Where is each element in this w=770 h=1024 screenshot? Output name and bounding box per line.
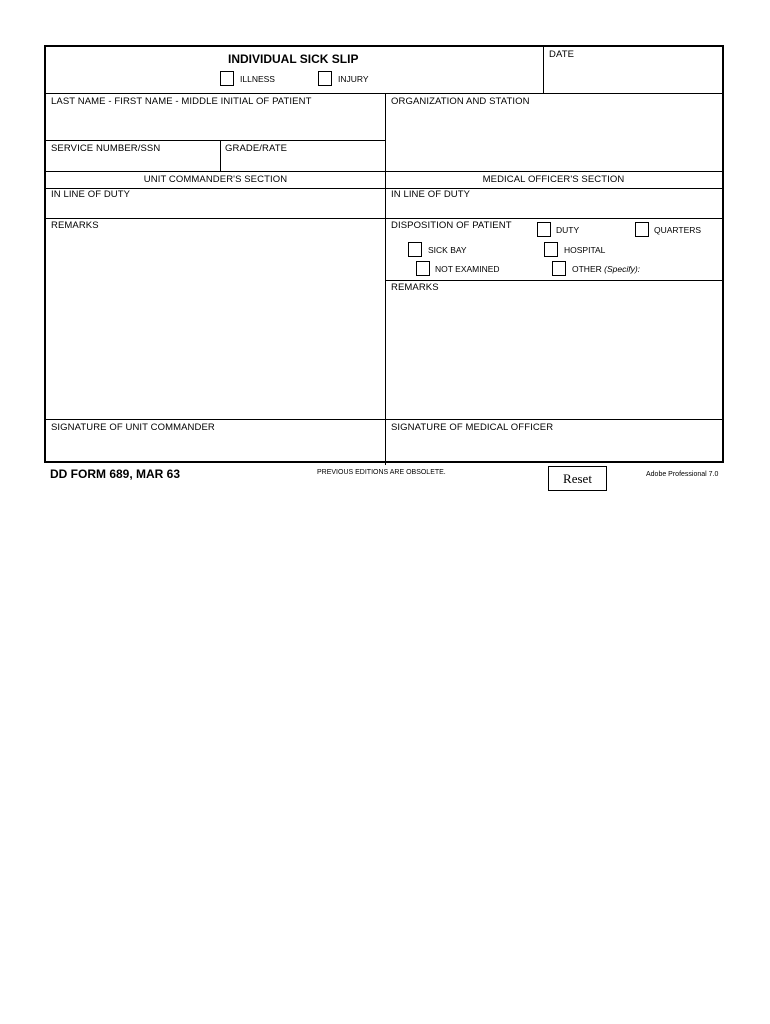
illness-label: ILLNESS xyxy=(240,74,275,84)
divider xyxy=(46,93,722,94)
editions-note: PREVIOUS EDITIONS ARE OBSOLETE. xyxy=(317,469,446,476)
injury-label: INJURY xyxy=(338,74,369,84)
medical-line-of-duty-label: IN LINE OF DUTY xyxy=(391,189,471,200)
medical-officer-signature-label: SIGNATURE OF MEDICAL OFFICER xyxy=(391,422,554,433)
sick-bay-label: SICK BAY xyxy=(428,245,467,255)
service-number-label: SERVICE NUMBER/SSN xyxy=(51,143,161,154)
other-checkbox[interactable] xyxy=(552,261,566,276)
divider xyxy=(385,280,722,281)
quarters-checkbox[interactable] xyxy=(635,222,649,237)
form-number: DD FORM 689, MAR 63 xyxy=(50,467,181,481)
disposition-label: DISPOSITION OF PATIENT xyxy=(391,220,512,231)
divider xyxy=(220,140,221,171)
sick-bay-checkbox[interactable] xyxy=(408,242,422,257)
other-label xyxy=(572,264,640,274)
date-label: DATE xyxy=(549,49,575,60)
divider xyxy=(385,93,386,465)
divider xyxy=(46,140,385,141)
software-note: Adobe Professional 7.0 xyxy=(646,471,719,478)
grade-label: GRADE/RATE xyxy=(225,143,288,154)
illness-checkbox[interactable] xyxy=(220,71,234,86)
not-examined-label: NOT EXAMINED xyxy=(435,264,500,274)
unit-commander-section-header: UNIT COMMANDER'S SECTION xyxy=(143,174,288,185)
quarters-label: QUARTERS xyxy=(654,225,702,235)
divider xyxy=(543,47,544,93)
unit-line-of-duty-label: IN LINE OF DUTY xyxy=(51,189,131,200)
medical-officer-section-header: MEDICAL OFFICER'S SECTION xyxy=(482,174,625,185)
divider xyxy=(46,419,722,420)
not-examined-checkbox[interactable] xyxy=(416,261,430,276)
reset-button[interactable]: Reset xyxy=(548,466,607,491)
patient-name-label: LAST NAME - FIRST NAME - MIDDLE INITIAL OF PATIENT xyxy=(51,96,312,107)
organization-label: ORGANIZATION AND STATION xyxy=(391,96,530,107)
sick-slip-form xyxy=(44,45,724,463)
hospital-label: HOSPITAL xyxy=(564,245,606,255)
medical-remarks-label: REMARKS xyxy=(391,282,439,293)
unit-remarks-label: REMARKS xyxy=(51,220,99,231)
divider xyxy=(46,171,722,172)
injury-checkbox[interactable] xyxy=(318,71,332,86)
other-label-text: OTHER xyxy=(572,264,602,274)
hospital-checkbox[interactable] xyxy=(544,242,558,257)
duty-label: DUTY xyxy=(556,225,580,235)
other-specify-text: (Specify): xyxy=(604,264,641,274)
divider xyxy=(46,188,722,189)
divider xyxy=(46,218,722,219)
unit-commander-signature-label: SIGNATURE OF UNIT COMMANDER xyxy=(51,422,215,433)
form-title: INDIVIDUAL SICK SLIP xyxy=(228,52,359,66)
duty-checkbox[interactable] xyxy=(537,222,551,237)
